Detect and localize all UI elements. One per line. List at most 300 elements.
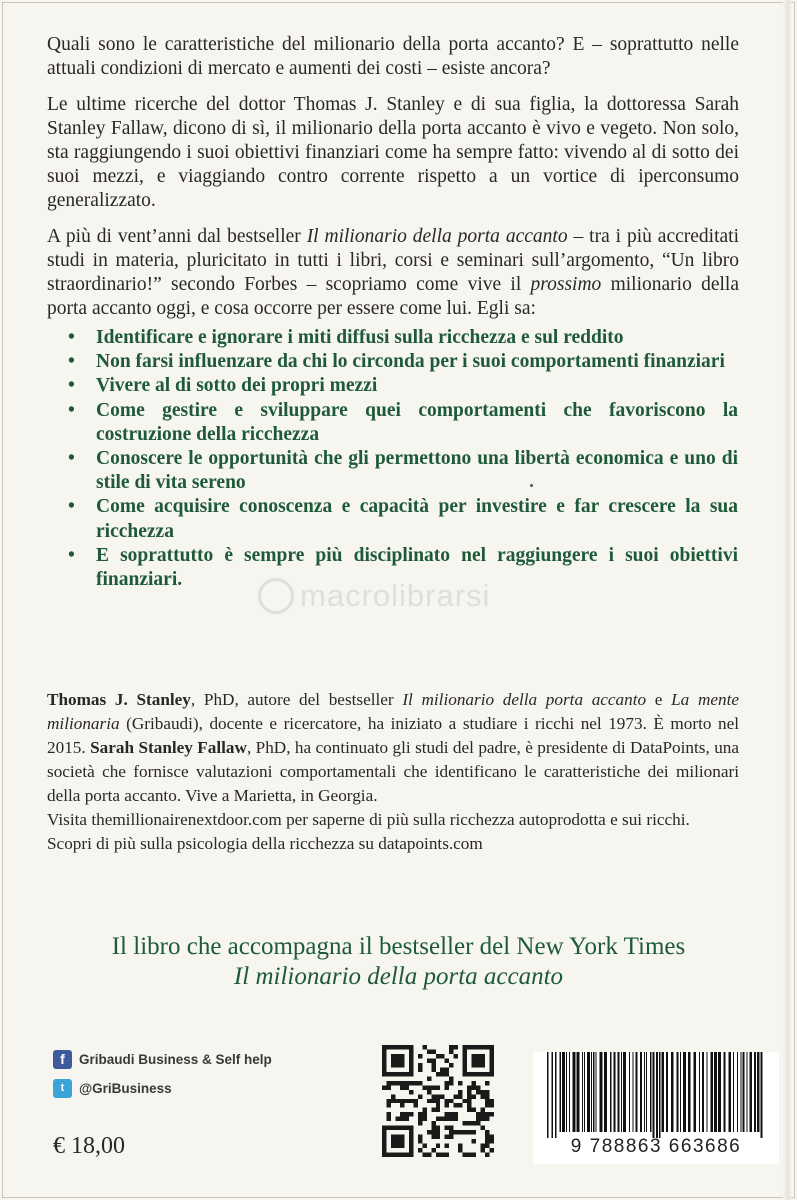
qr-module [382, 1139, 386, 1143]
qr-module [476, 1072, 480, 1076]
qr-module [391, 1144, 395, 1148]
qr-module [481, 1063, 485, 1067]
qr-module [436, 1108, 440, 1112]
qr-module [413, 1081, 417, 1085]
qr-module [454, 1094, 458, 1098]
qr-module [476, 1063, 480, 1067]
list-item: • Non farsi influenzare da chi lo circonda per i suoi comportamenti finanziari [68, 350, 738, 374]
qr-module [467, 1099, 471, 1103]
qr-module [427, 1153, 431, 1157]
qr-module [472, 1085, 476, 1089]
qr-module [481, 1108, 485, 1112]
qr-module [422, 1112, 426, 1116]
qr-module [445, 1085, 449, 1089]
qr-module [400, 1058, 404, 1062]
qr-module [463, 1067, 467, 1071]
qr-module [409, 1135, 413, 1139]
qr-module [386, 1126, 390, 1130]
watermark-logo-icon [258, 578, 294, 614]
qr-module [458, 1081, 462, 1085]
qr-module [436, 1099, 440, 1103]
price: € 18,00 [53, 1133, 125, 1159]
qr-module [382, 1054, 386, 1058]
qr-module [409, 1072, 413, 1076]
qr-module [395, 1054, 399, 1058]
qr-module [463, 1045, 467, 1049]
qr-module [395, 1135, 399, 1139]
qr-module [431, 1049, 435, 1053]
qr-module [395, 1099, 399, 1103]
qr-module [395, 1117, 399, 1121]
barcode-bar [577, 1052, 580, 1132]
qr-module [449, 1081, 453, 1085]
qr-module [431, 1108, 435, 1112]
qr-module [490, 1148, 494, 1152]
qr-module [467, 1094, 471, 1098]
qr-module [463, 1054, 467, 1058]
qr-module [445, 1144, 449, 1148]
qr-module [449, 1135, 453, 1139]
qr-module [472, 1063, 476, 1067]
qr-module [431, 1085, 435, 1089]
qr-module [454, 1045, 458, 1049]
qr-module [391, 1099, 395, 1103]
qr-module [481, 1058, 485, 1062]
qr-module [458, 1130, 462, 1134]
qr-module [454, 1054, 458, 1058]
qr-module [449, 1126, 453, 1130]
qr-module [431, 1135, 435, 1139]
qr-module [481, 1144, 485, 1148]
qr-module [431, 1058, 435, 1062]
qr-module [386, 1112, 390, 1116]
qr-module [445, 1081, 449, 1085]
qr-module [431, 1126, 435, 1130]
barcode-bar [757, 1052, 760, 1132]
barcode-bar [610, 1052, 612, 1132]
qr-module [404, 1072, 408, 1076]
qr-module [490, 1054, 494, 1058]
barcode-bar [680, 1052, 681, 1132]
author-name-1: Thomas J. Stanley [47, 690, 191, 709]
qr-module [490, 1049, 494, 1053]
qr-module [490, 1139, 494, 1143]
qr-module [440, 1054, 444, 1058]
qr-module [431, 1148, 435, 1152]
barcode-bar [559, 1052, 561, 1132]
barcode-bar [754, 1052, 756, 1132]
qr-module [395, 1063, 399, 1067]
qr-module [481, 1126, 485, 1130]
qr-module [382, 1067, 386, 1071]
qr-module [400, 1072, 404, 1076]
qr-module [382, 1058, 386, 1062]
barcode-bar [683, 1052, 686, 1132]
qr-module [413, 1103, 417, 1107]
twitter-label: @GriBusiness [79, 1081, 172, 1096]
qr-module [476, 1054, 480, 1058]
qr-module [440, 1072, 444, 1076]
qr-module [458, 1103, 462, 1107]
qr-module [485, 1139, 489, 1143]
qr-module [436, 1103, 440, 1107]
watermark: macrolibrarsi [258, 578, 490, 614]
qr-module [404, 1085, 408, 1089]
list-item: • Identificare e ignorare i miti diffusi sulla ricchezza e sul reddito [68, 326, 738, 350]
qr-module [485, 1103, 489, 1107]
list-item: • E soprattutto è sempre più disciplinato nel raggiungere i suoi obiettivi finanziari. [68, 544, 738, 591]
barcode-bar [614, 1052, 616, 1132]
qr-module [431, 1063, 435, 1067]
qr-module [431, 1094, 435, 1098]
qr-module [395, 1139, 399, 1143]
qr-module [472, 1081, 476, 1085]
qr-module [463, 1049, 467, 1053]
qr-module [382, 1130, 386, 1134]
qr-module [404, 1045, 408, 1049]
qr-module [382, 1153, 386, 1157]
qr-module [449, 1112, 453, 1116]
qr-module [395, 1058, 399, 1062]
qr-module [391, 1135, 395, 1139]
qr-module [472, 1121, 476, 1125]
qr-module [404, 1081, 408, 1085]
qr-module [431, 1130, 435, 1134]
qr-module [409, 1126, 413, 1130]
qr-module [395, 1045, 399, 1049]
qr-module [418, 1121, 422, 1125]
qr-module [463, 1063, 467, 1067]
qr-module [481, 1117, 485, 1121]
twitter-row [53, 1079, 172, 1098]
qr-module [409, 1090, 413, 1094]
qr-module [445, 1112, 449, 1116]
qr-module [400, 1045, 404, 1049]
qr-module [418, 1117, 422, 1121]
qr-module [427, 1085, 431, 1089]
qr-module [449, 1099, 453, 1103]
qr-module [481, 1072, 485, 1076]
qr-module [386, 1081, 390, 1085]
qr-module [440, 1117, 444, 1121]
qr-module [400, 1063, 404, 1067]
barcode-bar [604, 1052, 607, 1132]
qr-module [413, 1099, 417, 1103]
qr-module [490, 1103, 494, 1107]
qr-module [467, 1153, 471, 1157]
qr-module [391, 1081, 395, 1085]
qr-module [409, 1054, 413, 1058]
qr-module [472, 1054, 476, 1058]
qr-module [481, 1054, 485, 1058]
qr-module [382, 1126, 386, 1130]
author-name-2: Sarah Stanley Fallaw [90, 738, 247, 757]
qr-module [386, 1072, 390, 1076]
qr-module [386, 1045, 390, 1049]
qr-module [463, 1153, 467, 1157]
qr-module [476, 1121, 480, 1125]
book-edge [783, 0, 791, 1200]
barcode-bar [737, 1052, 738, 1132]
qr-module [449, 1117, 453, 1121]
tagline-book-title: Il milionario della porta accanto [233, 963, 564, 990]
barcode-bar [702, 1052, 704, 1132]
qr-module [481, 1094, 485, 1098]
qr-module [476, 1045, 480, 1049]
qr-module [382, 1049, 386, 1053]
qr-module [418, 1067, 422, 1071]
qr-module [409, 1144, 413, 1148]
qr-module [472, 1072, 476, 1076]
qr-module [472, 1139, 476, 1143]
qr-module [449, 1049, 453, 1053]
qr-module [476, 1090, 480, 1094]
barcode-bar [693, 1052, 696, 1132]
qr-module [449, 1045, 453, 1049]
qr-module [391, 1072, 395, 1076]
barcode-bar [749, 1052, 752, 1132]
qr-module [391, 1126, 395, 1130]
barcode-bar [547, 1052, 549, 1138]
qr-module [418, 1054, 422, 1058]
qr-module [476, 1117, 480, 1121]
qr-module [490, 1058, 494, 1062]
website-links [47, 808, 739, 856]
barcode-bar [617, 1052, 619, 1132]
qr-module [463, 1072, 467, 1076]
qr-module [431, 1099, 435, 1103]
barcode-bar [761, 1052, 763, 1138]
qr-module [476, 1085, 480, 1089]
qr-module [427, 1049, 431, 1053]
qr-module [391, 1045, 395, 1049]
barcode-bar [555, 1052, 557, 1138]
qr-module [404, 1126, 408, 1130]
qr-module [409, 1045, 413, 1049]
qr-module [386, 1117, 390, 1121]
qr-module [400, 1135, 404, 1139]
qr-module [391, 1139, 395, 1143]
qr-module [481, 1045, 485, 1049]
qr-module [467, 1121, 471, 1125]
qr-module [409, 1067, 413, 1071]
qr-module [427, 1130, 431, 1134]
qr-module [472, 1045, 476, 1049]
qr-module [485, 1117, 489, 1121]
barcode-bar [566, 1052, 567, 1132]
qr-module [454, 1130, 458, 1134]
qr-module [481, 1090, 485, 1094]
qr-module [490, 1135, 494, 1139]
qr-module [485, 1112, 489, 1116]
qr-module [463, 1130, 467, 1134]
qr-module [445, 1072, 449, 1076]
qr-module [458, 1144, 462, 1148]
qr-module [427, 1090, 431, 1094]
barcode [533, 1052, 779, 1164]
qr-module [386, 1099, 390, 1103]
qr-module [382, 1135, 386, 1139]
barcode-bar [629, 1052, 630, 1132]
qr-module [427, 1099, 431, 1103]
qr-module [400, 1103, 404, 1107]
qr-module [418, 1112, 422, 1116]
list-item: • Come acquisire conoscenza e capacità per investire e far crescere la sua ricchezza [68, 496, 738, 542]
author-bio: Thomas J. Stanley, PhD, autore del bestseller Il milionario della porta accanto e La mente milionaria (Gribaudi), docente e ricercatore, ha iniziato a studiare i ricchi nel 1973. È morto nel 2015. Sarah Stanley Fallaw, PhD, ha continuato gli studi del padre, è presidente di DataPoints, una società che fornisce valutazioni comportamentali che identificano le caratteristiche dei milionari della porta accanto. Vive a Marietta, in Georgia. [47, 690, 740, 805]
qr-module [418, 1148, 422, 1152]
qr-module [395, 1072, 399, 1076]
qr-module [382, 1085, 386, 1089]
barcode-bar [650, 1052, 652, 1132]
qr-module [395, 1081, 399, 1085]
barcode-bar [728, 1052, 731, 1132]
qr-module [485, 1135, 489, 1139]
qr-code [382, 1045, 494, 1157]
barcode-bar [743, 1052, 745, 1132]
qr-module [490, 1072, 494, 1076]
barcode-bar [746, 1052, 747, 1132]
qr-module [427, 1076, 431, 1080]
qr-module [400, 1139, 404, 1143]
emphasis-prossimo: prossimo [530, 274, 602, 295]
qr-module [436, 1117, 440, 1121]
intro-bestseller: A più di vent’anni dal bestseller Il milionario della porta accanto – tra i più accreditati studi in materia, pluricitato in tutti i libri, corsi e seminari sull’argomento, “Un libro straordinario!” secondo Forbes – scopriamo come vive il prossimo milionario della porta accanto oggi, e cosa occorre per essere come lui. Egli sa: [47, 226, 739, 319]
bullet: • [68, 544, 75, 566]
qr-module [445, 1058, 449, 1062]
barcode-bar [573, 1052, 576, 1132]
qr-module [431, 1121, 435, 1125]
qr-module [485, 1099, 489, 1103]
qr-module [445, 1153, 449, 1157]
qr-module [454, 1112, 458, 1116]
bullet: • [68, 399, 75, 421]
qr-module [472, 1130, 476, 1134]
qr-module [467, 1108, 471, 1112]
qr-module [485, 1130, 489, 1134]
qr-module [481, 1112, 485, 1116]
qr-module [418, 1081, 422, 1085]
qr-module [391, 1094, 395, 1098]
barcode-bar [688, 1052, 691, 1132]
qr-module [476, 1058, 480, 1062]
qr-module [422, 1045, 426, 1049]
barcode-bar [656, 1052, 658, 1138]
qr-module [485, 1090, 489, 1094]
barcode-bar [644, 1052, 645, 1132]
speck [530, 484, 533, 487]
qr-module [422, 1144, 426, 1148]
qr-module [485, 1072, 489, 1076]
qr-module [445, 1067, 449, 1071]
qr-module [400, 1085, 404, 1089]
qr-module [467, 1090, 471, 1094]
qr-module [467, 1103, 471, 1107]
qr-module [467, 1045, 471, 1049]
barcode-bar [600, 1052, 603, 1132]
qr-module [404, 1112, 408, 1116]
barcode-bar [676, 1052, 678, 1132]
qr-module [409, 1130, 413, 1134]
barcode-bar [582, 1052, 583, 1132]
barcode-bar [710, 1052, 713, 1132]
qr-module [395, 1126, 399, 1130]
qr-module [440, 1153, 444, 1157]
qr-module [404, 1117, 408, 1121]
qr-module [404, 1099, 408, 1103]
qr-module [395, 1153, 399, 1157]
qr-module [400, 1112, 404, 1116]
qr-module [409, 1139, 413, 1143]
barcode-bar [623, 1052, 626, 1132]
barcode-bar [646, 1052, 647, 1132]
tagline: Il libro che accompagna il bestseller del New York Times [111, 933, 686, 960]
isbn-number: 9 788863 663686 [570, 1136, 742, 1157]
barcode-bar [621, 1052, 622, 1132]
qr-module [458, 1094, 462, 1098]
qr-module [445, 1126, 449, 1130]
qr-module [409, 1153, 413, 1157]
qr-module [445, 1117, 449, 1121]
qr-module [422, 1108, 426, 1112]
qr-module [467, 1130, 471, 1134]
barcode-bar [562, 1052, 565, 1132]
qr-module [472, 1108, 476, 1112]
qr-module [490, 1099, 494, 1103]
barcode-bar [584, 1052, 585, 1132]
qr-module [454, 1103, 458, 1107]
qr-module [400, 1099, 404, 1103]
barcode-bar [596, 1052, 597, 1132]
qr-module [436, 1144, 440, 1148]
qr-module [400, 1144, 404, 1148]
barcode-bar [718, 1052, 721, 1132]
barcode-bar [633, 1052, 634, 1132]
facebook-label: Gribaudi Business & Self help [79, 1052, 272, 1067]
qr-module [391, 1054, 395, 1058]
qr-module [418, 1063, 422, 1067]
qr-module [418, 1139, 422, 1143]
qr-module [409, 1049, 413, 1053]
barcode-bar [587, 1052, 590, 1132]
qr-module [400, 1126, 404, 1130]
book-title: Il milionario della porta accanto [306, 226, 568, 247]
qr-module [490, 1067, 494, 1071]
barcode-bar [636, 1052, 638, 1132]
list-item: • Come gestire e sviluppare quei comportamenti che favoriscono la costruzione della ricchezza [68, 399, 738, 445]
barcode-bar [666, 1052, 668, 1132]
qr-module [485, 1144, 489, 1148]
qr-module [386, 1103, 390, 1107]
qr-module [382, 1148, 386, 1152]
qr-module [463, 1058, 467, 1062]
barcode-bar [661, 1052, 664, 1132]
barcode-bar [593, 1052, 595, 1132]
qr-module [391, 1063, 395, 1067]
qr-module [485, 1081, 489, 1085]
list-item: • Vivere al di sotto dei propri mezzi [68, 374, 738, 398]
qr-module [422, 1085, 426, 1089]
barcode-bar [699, 1052, 700, 1132]
qr-module [445, 1099, 449, 1103]
qr-module [440, 1094, 444, 1098]
qr-module [463, 1121, 467, 1125]
intro-research: Le ultime ricerche del dottor Thomas J. Stanley e di sua figlia, la dottoressa Sarah Stanley Fallaw, dicono di sì, il milionario della porta accanto è vivo e vegeto. Non solo, sta raggiungendo i suoi obiettivi finanziari come ha sempre fatto: vivendo al di sotto dei suoi mezzi, e viaggiando contro corrente rispetto a un vortice di iperconsumo generalizzato. [47, 94, 739, 211]
qr-module [454, 1117, 458, 1121]
qr-module [409, 1081, 413, 1085]
qr-module [391, 1058, 395, 1062]
qr-module [386, 1153, 390, 1157]
qr-module [485, 1153, 489, 1157]
